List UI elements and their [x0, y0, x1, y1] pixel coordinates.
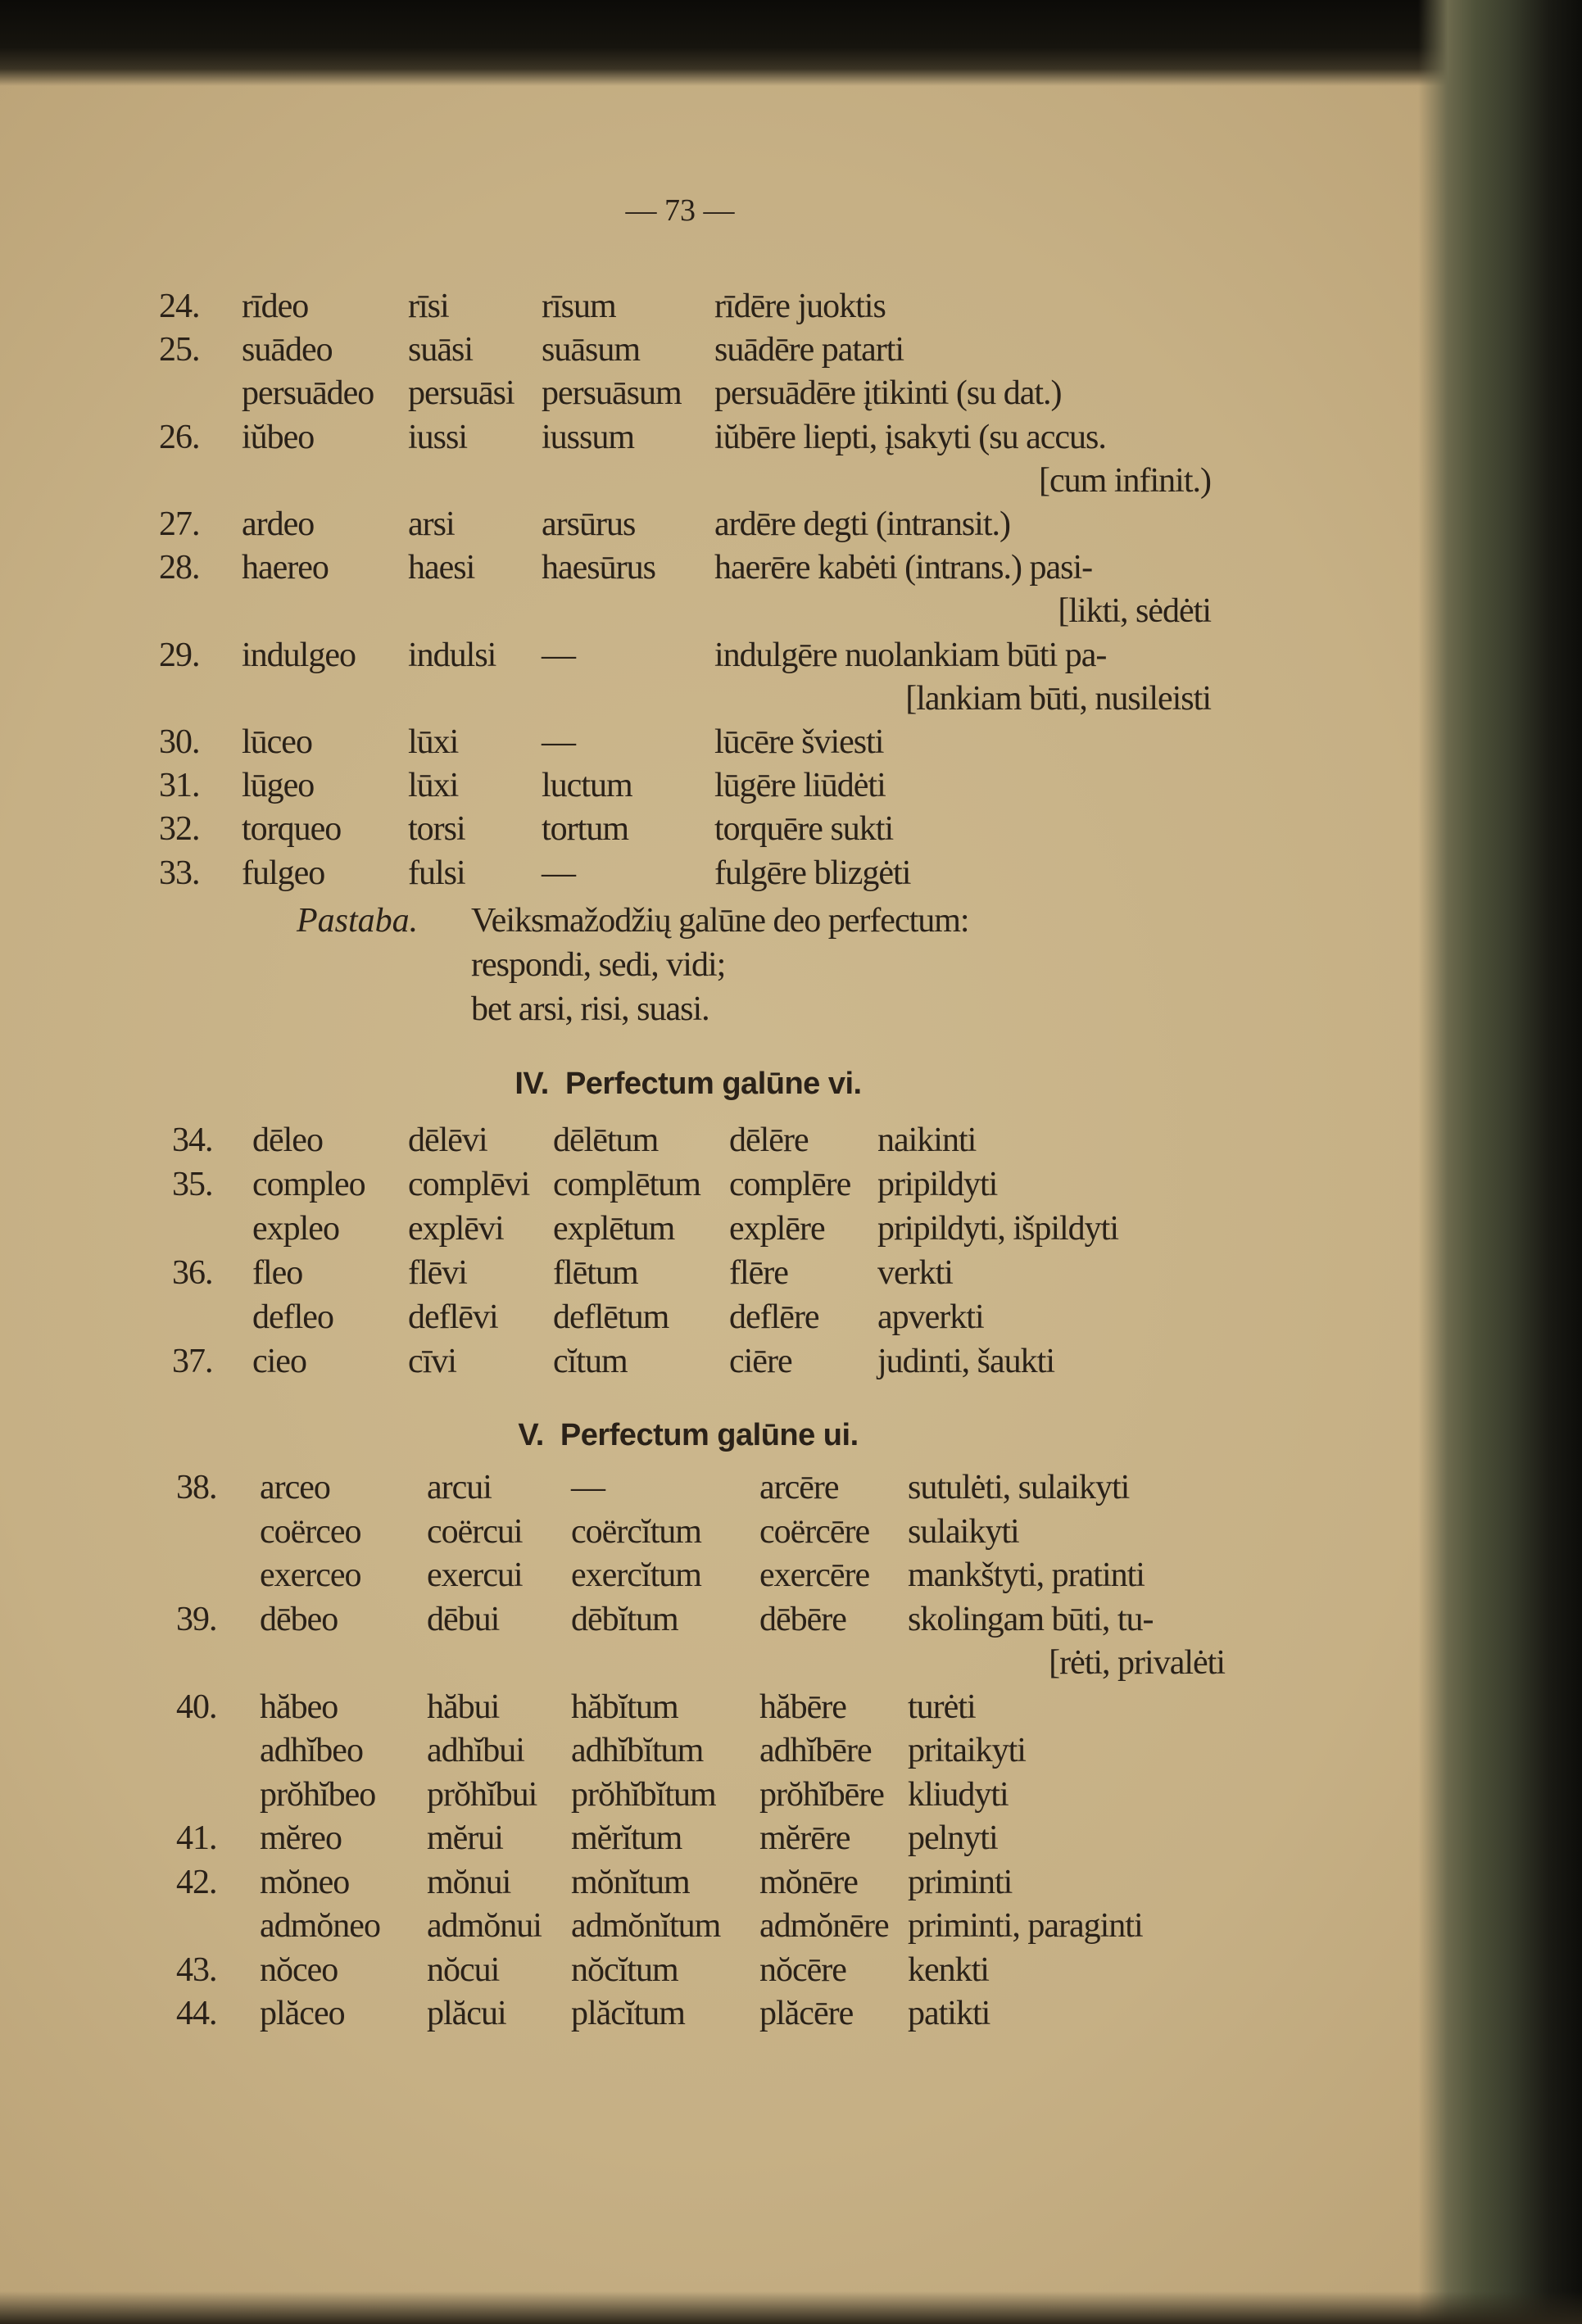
continuation-line: [likti, sėdėti: [1058, 592, 1211, 631]
present-form: lūceo: [242, 723, 312, 761]
infinitive-form: mŏnēre: [759, 1863, 858, 1901]
row-number: 31.: [159, 767, 200, 805]
perfect-form: lūxi: [408, 723, 459, 761]
perfect-form: adhĭbui: [427, 1732, 524, 1769]
perfect-form: complēvi: [408, 1166, 530, 1203]
verb-row: [0, 1906, 1393, 1947]
infinitive-form: prŏhĭbēre: [759, 1775, 884, 1814]
supine-form: —: [542, 854, 575, 892]
verb-row: [0, 1298, 1393, 1339]
infinitive-and-translation: [714, 809, 893, 849]
note-line: Veiksmažodžių galūne deo perfectum:: [471, 902, 969, 940]
translation: naikinti: [877, 1121, 977, 1159]
perfect-form: nŏcui: [427, 1950, 500, 1989]
supine-form: iussum: [542, 418, 635, 456]
verb-row: [0, 636, 1393, 677]
translation: verkti: [877, 1254, 953, 1292]
supine-form: deflētum: [553, 1298, 669, 1336]
supine-form: persuāsum: [542, 374, 682, 413]
row-number: 33.: [159, 854, 200, 892]
row-number: 30.: [159, 723, 200, 761]
translation: kliudyti: [908, 1775, 1009, 1814]
translation: turėti: [908, 1688, 976, 1726]
present-form: exerceo: [260, 1556, 361, 1594]
infinitive-and-translation: [714, 766, 886, 805]
verb-row: [0, 766, 1393, 807]
translation: pritaikyti: [908, 1732, 1026, 1769]
infinitive-form: mĕrēre: [759, 1819, 850, 1857]
perfect-form: cīvi: [408, 1343, 456, 1380]
row-number: 34.: [172, 1121, 213, 1159]
row-number: 37.: [172, 1343, 213, 1380]
translation: apverkti: [877, 1298, 984, 1336]
infinitive-form: complēre: [729, 1166, 851, 1203]
row-number: 25.: [159, 331, 200, 369]
verb-row: [0, 1342, 1393, 1383]
perfect-form: fulsi: [408, 854, 465, 892]
present-form: prŏhĭbeo: [260, 1775, 376, 1814]
infinitive-and-translation: [714, 505, 1010, 544]
row-number: 36.: [172, 1254, 213, 1292]
translation: kenkti: [908, 1950, 989, 1989]
perfect-form: dēbui: [427, 1600, 500, 1638]
infinitive-and-translation: [714, 548, 1092, 587]
translation: kabėti (intrans.) pasi-: [818, 549, 1093, 587]
page-number: — 73 —: [625, 193, 735, 228]
supine-form: plăcĭtum: [571, 1995, 685, 2032]
infinitive-form: dēbēre: [759, 1600, 846, 1638]
translation: sulaikyti: [908, 1512, 1019, 1551]
infinitive-and-translation: [714, 374, 1062, 413]
infinitive-form: admŏnēre: [759, 1907, 889, 1945]
translation: liepti, įsakyti (su accus.: [803, 418, 1106, 456]
section-heading-iv: IV. Perfectum galūne vi.: [514, 1067, 862, 1101]
infinitive-form: lūcēre: [714, 723, 794, 761]
page-bottom-edge: [0, 2291, 1582, 2324]
present-form: iŭbeo: [242, 418, 315, 456]
perfect-form: indulsi: [408, 636, 496, 674]
present-form: persuādeo: [242, 374, 374, 413]
row-number: 41.: [176, 1819, 217, 1857]
verb-row: [0, 854, 1393, 895]
verb-row: [0, 548, 1393, 589]
infinitive-and-translation: [714, 854, 910, 893]
present-form: expleo: [252, 1210, 339, 1248]
infinitive-form: haerēre: [714, 549, 810, 587]
present-form: plăceo: [260, 1995, 345, 2032]
present-form: mŏneo: [260, 1863, 350, 1901]
perfect-form: admŏnui: [427, 1907, 542, 1945]
row-number: 29.: [159, 636, 200, 674]
supine-form: complētum: [553, 1166, 700, 1203]
verb-row: [0, 287, 1393, 328]
translation: degti (intransit.): [803, 505, 1011, 543]
verb-row: [0, 1819, 1393, 1860]
translation: patikti: [908, 1995, 990, 2032]
infinitive-form: torquēre: [714, 810, 823, 849]
infinitive-form: indulgēre: [714, 636, 837, 674]
verb-row: [0, 1512, 1393, 1553]
perfect-form: deflēvi: [408, 1298, 498, 1336]
perfect-form: arsi: [408, 505, 455, 543]
infinitive-form: plăcēre: [759, 1995, 854, 2032]
infinitive-form: ciēre: [729, 1343, 792, 1380]
note-line: bet arsi, risi, suasi.: [471, 990, 709, 1028]
present-form: fleo: [252, 1254, 303, 1292]
row-number: 28.: [159, 549, 200, 587]
translation: šviesti: [801, 723, 884, 761]
infinitive-form: nŏcēre: [759, 1950, 846, 1989]
row-number: 27.: [159, 505, 200, 543]
verb-row: [0, 809, 1393, 850]
present-form: torqueo: [242, 810, 342, 849]
perfect-form: flēvi: [408, 1254, 467, 1292]
infinitive-form: deflēre: [729, 1298, 819, 1336]
supine-form: cĭtum: [553, 1343, 628, 1380]
translation: įtikinti (su dat.): [863, 374, 1062, 413]
verb-row: [0, 1994, 1393, 2035]
perfect-form: mĕrui: [427, 1819, 503, 1857]
translation: juoktis: [797, 288, 886, 325]
infinitive-form: coërcēre: [759, 1512, 870, 1551]
present-form: dēleo: [252, 1121, 323, 1159]
verb-row: [0, 1121, 1393, 1162]
present-form: rīdeo: [242, 288, 309, 325]
verb-row: [0, 1209, 1393, 1250]
supine-form: dēbĭtum: [571, 1600, 678, 1638]
row-number: 26.: [159, 418, 200, 456]
verb-row: [0, 418, 1393, 459]
supine-form: nŏcĭtum: [571, 1950, 678, 1989]
book-binding-edge: [1418, 0, 1582, 2324]
supine-form: exercĭtum: [571, 1556, 701, 1594]
verb-row: [0, 374, 1393, 415]
perfect-form: explēvi: [408, 1210, 504, 1248]
supine-form: explētum: [553, 1210, 675, 1248]
perfect-form: arcui: [427, 1469, 492, 1506]
infinitive-form: ardēre: [714, 505, 796, 543]
supine-form: dēlētum: [553, 1121, 659, 1159]
perfect-form: rīsi: [408, 288, 449, 325]
verb-row: [0, 1468, 1393, 1509]
supine-form: suāsum: [542, 331, 640, 369]
translation: pripildyti, išpildyti: [877, 1210, 1119, 1248]
perfect-form: plăcui: [427, 1995, 506, 2032]
verb-row: [0, 723, 1393, 763]
present-form: ardeo: [242, 505, 315, 543]
translation: sutulėti, sulaikyti: [908, 1469, 1130, 1506]
infinitive-form: persuādēre: [714, 374, 855, 413]
row-number: 42.: [176, 1863, 217, 1901]
translation: blizgėti: [814, 854, 911, 892]
section-heading-v: V. Perfectum galūne ui.: [518, 1418, 859, 1452]
supine-form: arsūrus: [542, 505, 636, 543]
present-form: coërceo: [260, 1512, 361, 1551]
supine-form: tortum: [542, 810, 628, 849]
present-form: hăbeo: [260, 1688, 338, 1726]
supine-form: luctum: [542, 767, 632, 805]
infinitive-form: rīdēre: [714, 288, 790, 325]
verb-row: [0, 1775, 1393, 1816]
present-form: defleo: [252, 1298, 333, 1336]
infinitive-and-translation: [714, 636, 1106, 675]
row-number: 35.: [172, 1166, 213, 1203]
translation: judinti, šaukti: [877, 1343, 1054, 1380]
page-top-edge: [0, 0, 1582, 86]
infinitive-and-translation: [714, 330, 904, 369]
row-number: 44.: [176, 1995, 217, 2032]
translation: pripildyti: [877, 1166, 998, 1203]
translation: liūdėti: [803, 767, 886, 805]
translation: skolingam būti, tu-: [908, 1600, 1154, 1638]
verb-row: [0, 1165, 1393, 1206]
infinitive-form: arcēre: [759, 1469, 839, 1506]
infinitive-and-translation: [714, 418, 1106, 457]
perfect-form: lūxi: [408, 767, 459, 805]
infinitive-form: explēre: [729, 1210, 825, 1248]
perfect-form: haesi: [408, 549, 475, 587]
infinitive-form: adhĭbēre: [759, 1732, 872, 1769]
present-form: admŏneo: [260, 1907, 380, 1945]
infinitive-form: lūgēre: [714, 767, 796, 805]
perfect-form: hăbui: [427, 1688, 500, 1726]
infinitive-form: flēre: [729, 1254, 788, 1292]
row-number: 32.: [159, 810, 200, 849]
infinitive-form: dēlēre: [729, 1121, 809, 1159]
continuation-line: [rėti, privalėti: [1049, 1644, 1225, 1682]
supine-form: rīsum: [542, 288, 616, 325]
present-form: dēbeo: [260, 1600, 338, 1638]
row-number: 40.: [176, 1688, 217, 1726]
perfect-form: iussi: [408, 418, 468, 456]
present-form: adhĭbeo: [260, 1732, 363, 1769]
note-line: respondi, sedi, vidi;: [471, 946, 726, 984]
continuation-line: [cum infinit.): [1039, 461, 1211, 500]
verb-row: [0, 505, 1393, 546]
continuation-line: [lankiam būti, nusileisti: [905, 679, 1211, 718]
present-form: fulgeo: [242, 854, 325, 892]
translation: nuolankiam būti pa-: [845, 636, 1107, 674]
note-label: Pastaba.: [297, 902, 419, 940]
perfect-form: prŏhĭbui: [427, 1775, 537, 1814]
perfect-form: mŏnui: [427, 1863, 511, 1901]
translation: pelnyti: [908, 1819, 998, 1857]
supine-form: mŏnĭtum: [571, 1863, 690, 1901]
infinitive-form: suādēre: [714, 331, 814, 369]
supine-form: —: [542, 636, 575, 674]
translation: patarti: [821, 331, 904, 369]
perfect-form: persuāsi: [408, 374, 514, 413]
present-form: haereo: [242, 549, 329, 587]
present-form: lūgeo: [242, 767, 315, 805]
perfect-form: suāsi: [408, 331, 473, 369]
perfect-form: torsi: [408, 810, 465, 849]
row-number: 39.: [176, 1600, 217, 1638]
infinitive-form: fulgēre: [714, 854, 806, 892]
infinitive-and-translation: [714, 723, 883, 762]
verb-row: [0, 1556, 1393, 1597]
infinitive-form: iŭbēre: [714, 418, 796, 456]
verb-row: [0, 1688, 1393, 1728]
perfect-form: dēlēvi: [408, 1121, 487, 1159]
infinitive-form: exercēre: [759, 1556, 870, 1594]
infinitive-form: hăbēre: [759, 1688, 846, 1726]
supine-form: mĕrĭtum: [571, 1819, 682, 1857]
translation: priminti: [908, 1863, 1013, 1901]
present-form: arceo: [260, 1469, 330, 1506]
translation: mankštyti, pratinti: [908, 1556, 1145, 1594]
verb-row: [0, 1253, 1393, 1294]
present-form: cieo: [252, 1343, 306, 1380]
perfect-form: coërcui: [427, 1512, 523, 1551]
present-form: mĕreo: [260, 1819, 342, 1857]
supine-form: prŏhĭbĭtum: [571, 1775, 716, 1814]
present-form: suādeo: [242, 331, 333, 369]
supine-form: adhĭbĭtum: [571, 1732, 704, 1769]
translation: priminti, paraginti: [908, 1907, 1143, 1945]
verb-row: [0, 1950, 1393, 1991]
row-number: 43.: [176, 1950, 217, 1989]
verb-row: [0, 1863, 1393, 1904]
row-number: 24.: [159, 288, 200, 325]
perfect-form: exercui: [427, 1556, 523, 1594]
supine-form: —: [571, 1469, 605, 1506]
translation: sukti: [830, 810, 894, 849]
row-number: 38.: [176, 1469, 217, 1506]
supine-form: —: [542, 723, 575, 761]
supine-form: flētum: [553, 1254, 638, 1292]
verb-row: [0, 330, 1393, 371]
supine-form: hăbĭtum: [571, 1688, 678, 1726]
supine-form: haesūrus: [542, 549, 655, 587]
supine-form: admŏnĭtum: [571, 1907, 721, 1945]
verb-row: [0, 1731, 1393, 1772]
supine-form: coërcĭtum: [571, 1512, 701, 1551]
present-form: nŏceo: [260, 1950, 338, 1989]
infinitive-and-translation: [714, 287, 886, 326]
present-form: compleo: [252, 1166, 365, 1203]
verb-row: [0, 1600, 1393, 1641]
present-form: indulgeo: [242, 636, 356, 674]
